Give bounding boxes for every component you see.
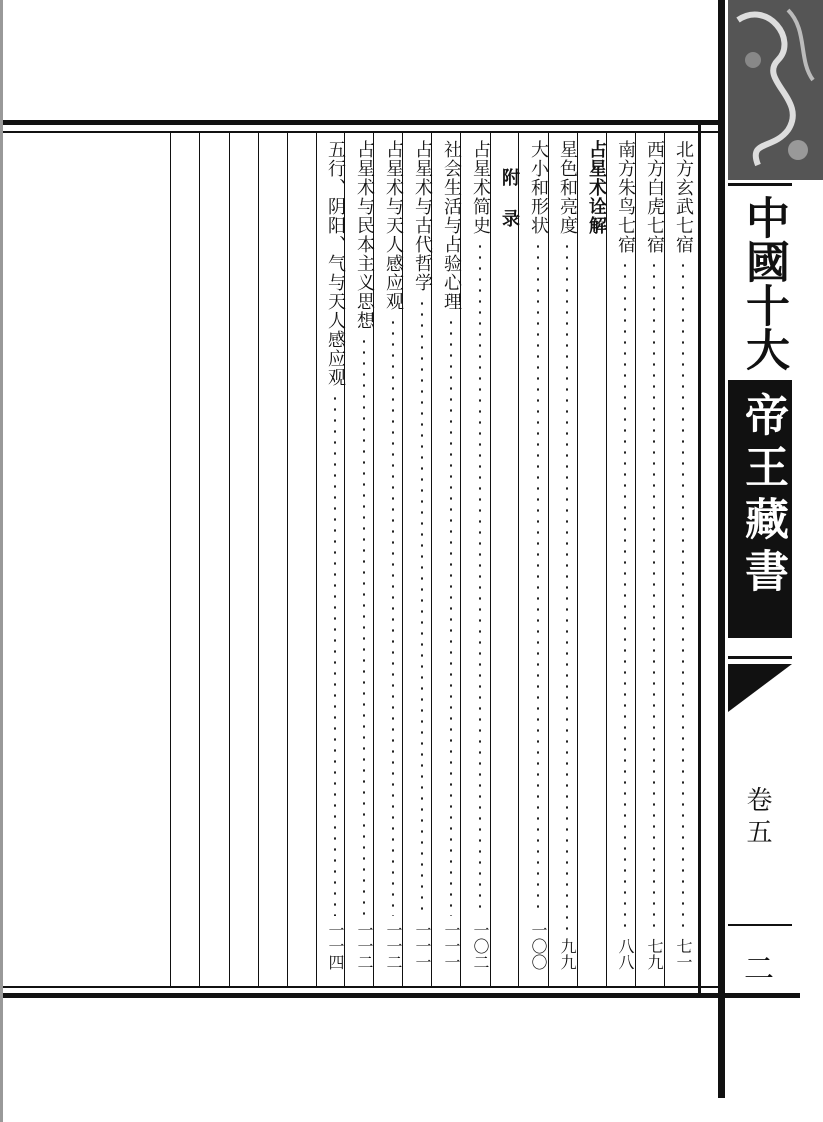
toc-page-number: 七一: [674, 938, 693, 970]
column-rule: [258, 133, 259, 986]
leader-dots: [392, 317, 394, 916]
dragon-icon: [728, 0, 823, 180]
toc-entry[interactable]: [467, 140, 493, 970]
banner-rule-low: [728, 924, 792, 926]
leader-dots: [334, 393, 336, 916]
page-left-edge: [0, 0, 3, 1122]
toc-page-number: 一一二: [384, 922, 403, 970]
leader-dots: [363, 336, 365, 916]
banner-triangle: [728, 664, 792, 712]
toc-entry-title: 社会生活与占验心理: [441, 140, 462, 311]
column-rule: [316, 133, 317, 986]
column-rule: [606, 133, 607, 986]
toc-page-number: 一一一: [413, 922, 432, 970]
volume-label: 卷五: [742, 786, 772, 850]
toc-entry-title: 星色和亮度: [557, 140, 578, 235]
frame-right-rule: [698, 120, 701, 998]
leader-dots: [653, 260, 655, 932]
toc-entry-title: 占星术与古代哲学: [412, 140, 433, 292]
toc-entry[interactable]: [583, 140, 609, 235]
toc-page-number: 一〇二: [471, 922, 490, 970]
toc-page-number: 七九: [645, 938, 664, 970]
toc-page-number: 一一二: [355, 922, 374, 970]
toc-entry[interactable]: [525, 140, 551, 970]
toc-page-number: 一一四: [326, 922, 345, 970]
toc-entry-title: 占星术与民本主义思想: [354, 140, 375, 330]
toc-entry[interactable]: [380, 140, 406, 970]
toc-entry[interactable]: [670, 140, 696, 970]
toc-entry[interactable]: [351, 140, 377, 970]
column-rule: [518, 133, 519, 986]
leader-dots: [537, 241, 539, 916]
toc-section-heading: 占星术诠解: [586, 140, 607, 235]
toc-page-number: 八八: [616, 938, 635, 970]
page-number: 二: [744, 952, 774, 987]
toc-page-number: 一〇〇: [529, 922, 548, 970]
spine-line: [718, 0, 725, 1098]
banner-rule-top: [728, 183, 792, 186]
leader-dots: [682, 260, 684, 932]
toc-entry[interactable]: [409, 140, 435, 970]
leader-dots: [450, 317, 452, 916]
toc-section-heading: 附 录: [499, 168, 520, 228]
toc-entry[interactable]: [496, 168, 522, 228]
toc-entry-title: 北方玄武七宿: [673, 140, 694, 254]
toc-entry-title: 西方白虎七宿: [644, 140, 665, 254]
series-title: 中國十大: [738, 195, 789, 371]
column-rule: [229, 133, 230, 986]
leader-dots: [421, 298, 423, 916]
toc-entry[interactable]: [554, 140, 580, 970]
column-rule: [170, 133, 171, 986]
top-border-rule: [0, 120, 720, 125]
column-rule: [287, 133, 288, 986]
toc-entry-title: 占星术简史: [470, 140, 491, 235]
leader-dots: [566, 241, 568, 932]
toc-entry[interactable]: [641, 140, 667, 970]
toc-page-number: 九九: [558, 938, 577, 970]
bottom-border-rule: [0, 993, 800, 998]
top-inner-rule: [0, 131, 720, 133]
toc-entry[interactable]: [322, 140, 348, 970]
banner-rule-mid: [728, 656, 792, 659]
column-rule: [199, 133, 200, 986]
toc-entry-title: 五行、阴阳、气与天人感应观: [325, 140, 346, 387]
bottom-inner-rule: [0, 986, 720, 988]
series-subtitle: 帝王藏書: [737, 392, 788, 600]
toc-entry-title: 占星术与天人感应观: [383, 140, 404, 311]
toc-entry-title: 大小和形状: [528, 140, 549, 235]
toc-page-number: 一一一: [442, 922, 461, 970]
toc-entry[interactable]: [438, 140, 464, 970]
leader-dots: [624, 260, 626, 932]
toc-entry[interactable]: [612, 140, 638, 970]
decorative-dragon-pattern: [728, 0, 823, 180]
toc-entry-title: 南方朱鸟七宿: [615, 140, 636, 254]
leader-dots: [479, 241, 481, 916]
